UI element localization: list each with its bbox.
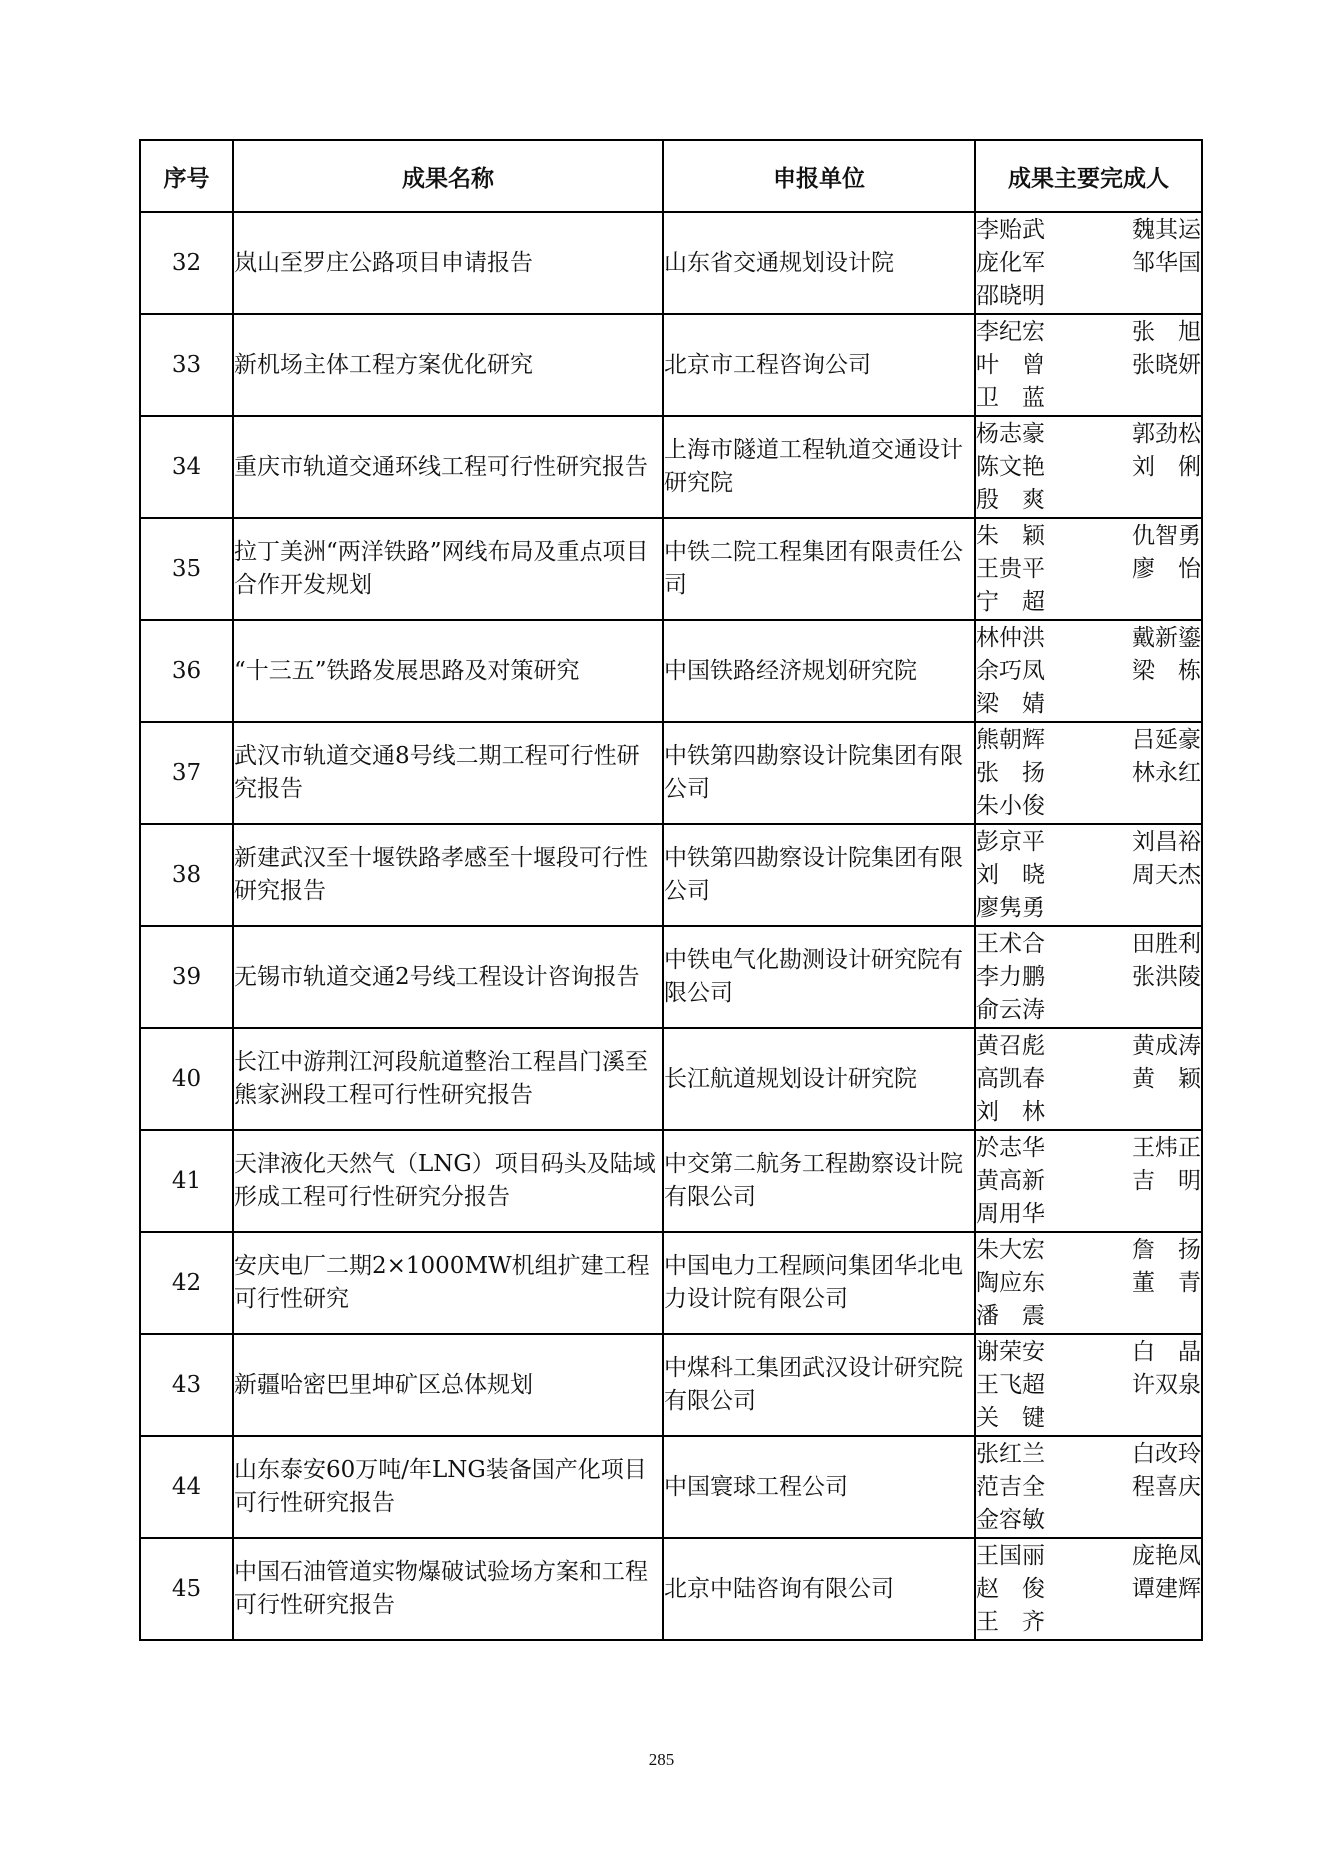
cell-achievement-name: 新疆哈密巴里坤矿区总体规划 <box>233 1334 663 1436</box>
contributor-line <box>976 1267 1201 1300</box>
contributor-name: 谭建辉 <box>1132 1575 1201 1602</box>
cell-achievement-name: 拉丁美洲“两洋铁路”网线布局及重点项目合作开发规划 <box>233 518 663 620</box>
awards-table <box>139 139 1203 1641</box>
contributor-name: 王 齐 <box>976 1608 1045 1635</box>
contributor-name: 詹 扬 <box>1132 1236 1201 1263</box>
cell-achievement-name: 天津液化天然气（LNG）项目码头及陆域形成工程可行性研究分报告 <box>233 1130 663 1232</box>
table-row <box>140 1028 1202 1130</box>
contributor-line <box>976 622 1201 655</box>
contributor-line <box>976 961 1201 994</box>
contributor-line <box>976 1165 1201 1198</box>
contributor-line <box>976 757 1201 790</box>
contributor-line <box>976 451 1201 484</box>
cell-achievement-name: 岚山至罗庄公路项目申请报告 <box>233 212 663 314</box>
contributor-name: 王飞超 <box>976 1371 1045 1398</box>
cell-main-contributors <box>975 1232 1202 1334</box>
contributor-name: 熊朝辉 <box>976 726 1045 753</box>
contributor-line <box>976 247 1201 280</box>
contributor-name: 陶应东 <box>976 1269 1045 1296</box>
cell-serial-number: 38 <box>140 824 233 926</box>
cell-declaring-unit: 中铁电气化勘测设计研究院有限公司 <box>663 926 975 1028</box>
cell-main-contributors <box>975 314 1202 416</box>
contributor-name: 仇智勇 <box>1132 522 1201 549</box>
contributor-name: 黄召彪 <box>976 1032 1045 1059</box>
header-achievement-name: 成果名称 <box>233 140 663 212</box>
contributor-name: 周天杰 <box>1132 861 1201 888</box>
contributor-line <box>976 1132 1201 1165</box>
cell-main-contributors <box>975 620 1202 722</box>
cell-main-contributors <box>975 416 1202 518</box>
cell-declaring-unit: 山东省交通规划设计院 <box>663 212 975 314</box>
cell-serial-number: 40 <box>140 1028 233 1130</box>
contributor-name: 董 青 <box>1132 1269 1201 1296</box>
contributor-line <box>976 1573 1201 1606</box>
contributor-line <box>976 1471 1201 1504</box>
contributor-name: 魏其运 <box>1132 216 1201 243</box>
cell-achievement-name: 武汉市轨道交通8号线二期工程可行性研究报告 <box>233 722 663 824</box>
cell-achievement-name: 新建武汉至十堰铁路孝感至十堰段可行性研究报告 <box>233 824 663 926</box>
page-number: 285 <box>648 1750 675 1769</box>
table-row <box>140 722 1202 824</box>
cell-declaring-unit: 上海市隧道工程轨道交通设计研究院 <box>663 416 975 518</box>
cell-serial-number: 45 <box>140 1538 233 1640</box>
contributor-name: 梁 婧 <box>976 690 1045 717</box>
table-row <box>140 824 1202 926</box>
contributor-name: 邹华国 <box>1132 249 1201 276</box>
cell-achievement-name: 中国石油管道实物爆破试验场方案和工程可行性研究报告 <box>233 1538 663 1640</box>
contributor-name: 白 晶 <box>1132 1338 1201 1365</box>
contributor-line <box>976 1096 1201 1129</box>
cell-declaring-unit: 中铁第四勘察设计院集团有限公司 <box>663 722 975 824</box>
cell-declaring-unit: 中国电力工程顾问集团华北电力设计院有限公司 <box>663 1232 975 1334</box>
contributor-name: 李力鹏 <box>976 963 1045 990</box>
contributor-name: 吕延豪 <box>1132 726 1201 753</box>
contributor-line <box>976 520 1201 553</box>
cell-declaring-unit: 中铁二院工程集团有限责任公司 <box>663 518 975 620</box>
contributor-name: 刘 晓 <box>976 861 1045 888</box>
contributor-name: 白改玲 <box>1132 1440 1201 1467</box>
contributor-name: 於志华 <box>976 1134 1045 1161</box>
contributor-line <box>976 553 1201 586</box>
contributor-name: 叶 曾 <box>976 351 1045 378</box>
contributor-name: 李纪宏 <box>976 318 1045 345</box>
contributor-name: 张红兰 <box>976 1440 1045 1467</box>
contributor-name: 黄高新 <box>976 1167 1045 1194</box>
contributor-name: 王贵平 <box>976 555 1045 582</box>
contributor-line <box>976 214 1201 247</box>
cell-declaring-unit: 中煤科工集团武汉设计研究院有限公司 <box>663 1334 975 1436</box>
cell-declaring-unit: 北京中陆咨询有限公司 <box>663 1538 975 1640</box>
contributor-name: 许双泉 <box>1132 1371 1201 1398</box>
table-row <box>140 1232 1202 1334</box>
contributor-name: 范吉全 <box>976 1473 1045 1500</box>
contributor-name: 程喜庆 <box>1132 1473 1201 1500</box>
contributor-line <box>976 928 1201 961</box>
contributor-line <box>976 484 1201 517</box>
contributor-line <box>976 586 1201 619</box>
contributor-line <box>976 859 1201 892</box>
contributor-name: 王炜正 <box>1132 1134 1201 1161</box>
contributor-name: 潘 震 <box>976 1302 1045 1329</box>
contributor-name: 关 键 <box>976 1404 1045 1431</box>
contributor-line <box>976 1369 1201 1402</box>
cell-serial-number: 37 <box>140 722 233 824</box>
cell-serial-number: 34 <box>140 416 233 518</box>
contributor-line <box>976 826 1201 859</box>
contributor-line <box>976 280 1201 313</box>
table-row <box>140 620 1202 722</box>
contributor-name: 朱小俊 <box>976 792 1045 819</box>
cell-main-contributors <box>975 1130 1202 1232</box>
cell-declaring-unit: 中国寰球工程公司 <box>663 1436 975 1538</box>
contributor-line <box>976 1063 1201 1096</box>
contributor-line <box>976 1300 1201 1333</box>
contributor-name: 郭劲松 <box>1132 420 1201 447</box>
contributor-line <box>976 1234 1201 1267</box>
contributor-name: 刘 林 <box>976 1098 1045 1125</box>
cell-achievement-name: “十三五”铁路发展思路及对策研究 <box>233 620 663 722</box>
table-row <box>140 926 1202 1028</box>
cell-main-contributors <box>975 1028 1202 1130</box>
contributor-name: 卫 蓝 <box>976 384 1045 411</box>
contributor-name: 刘 俐 <box>1132 453 1201 480</box>
cell-achievement-name: 无锡市轨道交通2号线工程设计咨询报告 <box>233 926 663 1028</box>
contributor-name: 黄成涛 <box>1132 1032 1201 1059</box>
contributor-name: 廖隽勇 <box>976 894 1045 921</box>
contributor-line <box>976 1030 1201 1063</box>
contributor-name: 庞化军 <box>976 249 1045 276</box>
contributor-name: 余巧凤 <box>976 657 1045 684</box>
contributor-name: 俞云涛 <box>976 996 1045 1023</box>
contributor-name: 黄 颖 <box>1132 1065 1201 1092</box>
contributor-line <box>976 1438 1201 1471</box>
contributor-name: 张晓妍 <box>1132 351 1201 378</box>
table-row <box>140 1334 1202 1436</box>
contributor-name: 田胜利 <box>1132 930 1201 957</box>
contributor-line <box>976 994 1201 1027</box>
contributor-name: 王国丽 <box>976 1542 1045 1569</box>
contributor-name: 宁 超 <box>976 588 1045 615</box>
table-row <box>140 416 1202 518</box>
cell-main-contributors <box>975 1538 1202 1640</box>
cell-main-contributors <box>975 518 1202 620</box>
cell-declaring-unit: 长江航道规划设计研究院 <box>663 1028 975 1130</box>
contributor-line <box>976 1606 1201 1639</box>
cell-main-contributors <box>975 722 1202 824</box>
table-row <box>140 314 1202 416</box>
contributor-line <box>976 688 1201 721</box>
cell-declaring-unit: 中交第二航务工程勘察设计院有限公司 <box>663 1130 975 1232</box>
contributor-name: 戴新鎏 <box>1132 624 1201 651</box>
cell-main-contributors <box>975 212 1202 314</box>
table-row <box>140 1436 1202 1538</box>
cell-declaring-unit: 中铁第四勘察设计院集团有限公司 <box>663 824 975 926</box>
contributor-name: 林永红 <box>1132 759 1201 786</box>
contributor-name: 张 旭 <box>1132 318 1201 345</box>
contributor-line <box>976 790 1201 823</box>
header-declaring-unit: 申报单位 <box>663 140 975 212</box>
contributor-name: 刘昌裕 <box>1132 828 1201 855</box>
contributor-name: 陈文艳 <box>976 453 1045 480</box>
contributor-line <box>976 382 1201 415</box>
cell-achievement-name: 山东泰安60万吨/年LNG装备国产化项目可行性研究报告 <box>233 1436 663 1538</box>
cell-serial-number: 35 <box>140 518 233 620</box>
contributor-name: 梁 栋 <box>1132 657 1201 684</box>
contributor-name: 谢荣安 <box>976 1338 1045 1365</box>
contributor-line <box>976 892 1201 925</box>
contributor-name: 杨志豪 <box>976 420 1045 447</box>
cell-achievement-name: 长江中游荆江河段航道整治工程昌门溪至熊家洲段工程可行性研究报告 <box>233 1028 663 1130</box>
cell-main-contributors <box>975 824 1202 926</box>
contributor-name: 张洪陵 <box>1132 963 1201 990</box>
contributor-line <box>976 1336 1201 1369</box>
cell-serial-number: 33 <box>140 314 233 416</box>
contributor-line <box>976 349 1201 382</box>
contributor-name: 周用华 <box>976 1200 1045 1227</box>
cell-achievement-name: 新机场主体工程方案优化研究 <box>233 314 663 416</box>
contributor-name: 金容敏 <box>976 1506 1045 1533</box>
contributor-line <box>976 724 1201 757</box>
cell-serial-number: 39 <box>140 926 233 1028</box>
header-main-contributors: 成果主要完成人 <box>975 140 1202 212</box>
contributor-line <box>976 418 1201 451</box>
contributor-name: 林仲洪 <box>976 624 1045 651</box>
contributor-name: 朱 颖 <box>976 522 1045 549</box>
contributor-name: 殷 爽 <box>976 486 1045 513</box>
table-row <box>140 212 1202 314</box>
contributor-name: 赵 俊 <box>976 1575 1045 1602</box>
cell-serial-number: 32 <box>140 212 233 314</box>
contributor-name: 朱大宏 <box>976 1236 1045 1263</box>
table-row <box>140 1538 1202 1640</box>
contributor-line <box>976 1504 1201 1537</box>
contributor-line <box>976 1198 1201 1231</box>
cell-serial-number: 41 <box>140 1130 233 1232</box>
contributor-line <box>976 316 1201 349</box>
cell-declaring-unit: 北京市工程咨询公司 <box>663 314 975 416</box>
header-serial-number: 序号 <box>140 140 233 212</box>
cell-main-contributors <box>975 926 1202 1028</box>
table-body <box>140 212 1202 1640</box>
table-row <box>140 1130 1202 1232</box>
contributor-name: 邵晓明 <box>976 282 1045 309</box>
contributor-line <box>976 1540 1201 1573</box>
cell-serial-number: 43 <box>140 1334 233 1436</box>
cell-serial-number: 42 <box>140 1232 233 1334</box>
contributor-name: 吉 明 <box>1132 1167 1201 1194</box>
cell-declaring-unit: 中国铁路经济规划研究院 <box>663 620 975 722</box>
contributor-name: 李贻武 <box>976 216 1045 243</box>
cell-achievement-name: 重庆市轨道交通环线工程可行性研究报告 <box>233 416 663 518</box>
contributor-name: 高凯春 <box>976 1065 1045 1092</box>
contributor-name: 王术合 <box>976 930 1045 957</box>
cell-serial-number: 36 <box>140 620 233 722</box>
table-row <box>140 518 1202 620</box>
contributor-name: 张 扬 <box>976 759 1045 786</box>
cell-achievement-name: 安庆电厂二期2×1000MW机组扩建工程可行性研究 <box>233 1232 663 1334</box>
contributor-line <box>976 1402 1201 1435</box>
contributor-name: 廖 怡 <box>1132 555 1201 582</box>
contributor-line <box>976 655 1201 688</box>
cell-main-contributors <box>975 1436 1202 1538</box>
cell-main-contributors <box>975 1334 1202 1436</box>
table-header-row <box>140 140 1202 212</box>
contributor-name: 彭京平 <box>976 828 1045 855</box>
cell-serial-number: 44 <box>140 1436 233 1538</box>
contributor-name: 庞艳凤 <box>1132 1542 1201 1569</box>
